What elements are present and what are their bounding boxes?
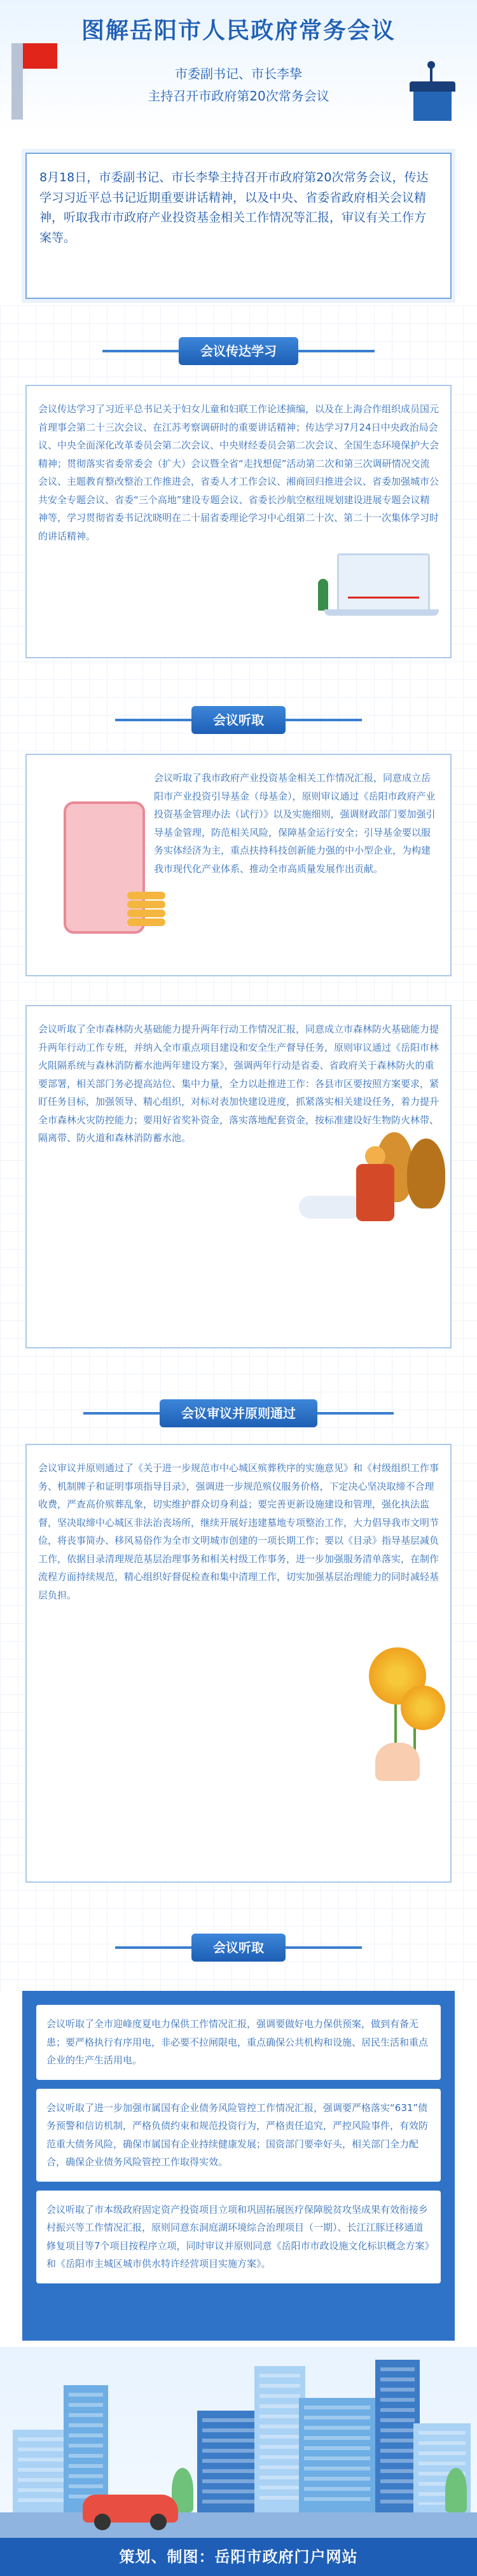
section-2-text-1: 会议听取了我市政府产业投资基金相关工作情况汇报，同意成立岳阳市产业投资引导基金（母基金），原则审议通过《岳阳市政府产业投资基金管理办法（试行）》以及实施细则，强调财政部门要加强引导基金管理，防范相关风险，保障基金运行安全；引导基金要以服务实体经济为主，重点扶持科技创新能力强的中小型企业，为构建我市现代化产业体系、推动全市高质量发展作出贡献。 [154,772,436,875]
page-title: 图解岳阳市人民政府常务会议 [81,18,396,44]
section-4-card-1 [36,2005,441,2080]
section-4-card-3 [36,2191,441,2283]
section-4-card-2-text: 会议听取了进一步加强市属国有企业债务风险管控工作情况汇报，强调要严格落实“631”债务预警和信访机制，严格负债约束和规范投资行为，严格责任追究，严控风险事件，有效防范重大债务风险，确保市属国有企业持续健康发展；国资部门要牵好头，相关部门全力配合，确保企业债务风险管控工作取得实效。 [46,2102,429,2168]
section-2-text-2: 会议听取了全市森林防火基础能力提升两年行动工作情况汇报，同意成立市森林防火基础能力提升两年行动工作专班，并纳入全市重点项目建设和安全生产督导任务，原则审议通过《岳阳市林火阻隔系统与森林消防蓄水池两年建设方案》，强调两年行动是省委、省政府关于森林防火的重要部署，相关部门务必提高站位、集中力量，全力以赴推进工作：各县市区要按照方案要求，紧盯任务目标，加强领导、精心组织，对标对表加快建设进度，抓紧落实相关建设任务，着力提升全市森林火灾防控能力；要用好省奖补资金，落实落地配套资金，按标准建设好生物防火林带、隔离带、防火道和森林消防蓄水池。 [38,1023,439,1144]
header [0,0,477,134]
section-4-card-1-text: 会议听取了全市迎峰度夏电力保供工作情况汇报，强调要做好电力保供预案，做到有备无患；要严格执行有序用电，非必要不拉闸限电，重点确保公共机构和设施、居民生活和重点企业的生产生活用电。 [46,2018,429,2066]
subtitle-line-2: 主持召开市政府第20次常务会议 [148,88,329,104]
building-icon [254,2366,305,2512]
section-4-card-3-text: 会议听取了市本级政府固定资产投资项目立项和巩固拓展医疗保障脱贫攻坚成果有效衔接乡村振兴等工作情况汇报，原则同意东洞庭湖环境综合治理项目（一期）、长江江豚迁移通道修复项目等7个项目按程序立项，同时审议并原则同意《岳阳市市政设施文化标识概念方案》和《岳阳市主城区城市供水特许经营项目实施方案》。 [46,2203,430,2269]
city-illustration [0,2347,477,2538]
building-icon [197,2411,261,2512]
section-4-panel [22,1991,455,2341]
footer-credit: 策划、制图：岳阳市政府门户网站 [0,2538,477,2576]
chrysanthemum-illustration [356,1647,445,1806]
section-3-title: 会议审议并原则通过 [160,1399,317,1427]
section-2-header [0,706,477,734]
road [0,2512,477,2538]
section-1-title: 会议传达学习 [179,337,298,365]
podium-icon [404,57,460,121]
laptop-chart-illustration [318,553,445,617]
intro-text: 8月18日，市委副书记、市长李挚主持召开市政府第20次常务会议，传达学习习近平总书记近期重要讲话精神，以及中央、省委省政府相关会议精神，听取我市市政府产业投资基金相关工作情况等汇报，审议有关工作方案等。 [39,170,429,246]
section-2-title: 会议听取 [191,706,286,734]
phone-coins-illustration [38,801,172,935]
section-4-card-2 [36,2089,441,2182]
subtitle-line-1: 市委副书记、市长李挚 [175,66,302,81]
section-4-title: 会议听取 [191,1934,286,1962]
section-1-header [0,337,477,365]
building-icon [299,2398,375,2512]
section-3-header [0,1399,477,1427]
section-3-text: 会议审议并原则通过了《关于进一步规范市中心城区殡葬秩序的实施意见》和《村级组织工作事务、机制牌子和证明事项指导目录》，强调进一步规范殡仪服务价格，下定决心坚决取缔不合理收费，严查高价殡葬乱象，切实维护群众切身利益；要完善更新设施建设和管理，强化执法监督，坚决取缔中心城区非法治丧场所，继续开展好违建墓地专项整治工作，大力倡导我市文明节俭，将丧事简办、移风易俗作为全市文明城市创建的一项长期工作；要以《目录》指导基层减负工作，依据目录清理规范基层治理事务和相关村级工作事务，进一步加强服务清单落实，在制作流程方面持续规范，精心组织好督促检查和集中清理工作，切实加强基层治理能力的同时减轻基层负担。 [38,1462,439,1601]
car-icon [83,2495,178,2523]
building-icon [64,2385,108,2512]
intro-box [25,153,452,299]
section-1-text: 会议传达学习了习近平总书记关于妇女儿童和妇联工作论述摘编，以及在上海合作组织成员国元首理事会第二十三次会议、在江苏考察调研时的重要讲话精神；传达学习7月24日中央政治局会议、中央全面深化改革委员会第二次会议、中央财经委员会第二次会议、全国生态环境保护大会精神；贯彻落实省委常委会（扩大）会议暨全省“走找想促”活动第二次和第三次调研情况交流会议、主题教育整改整治工作推进会，省委人才工作会议、湘商回归推进会议、省委加强城市公共安全专题会议、省委“三个高地”建设专题会议、省委长沙航空枢纽规划建设进展专题会议精神等，学习贯彻省委书记沈晓明在二十届省委理论学习中心组第二十次、第二十一次集体学习时的讲话精神。 [38,403,439,542]
tree-icon [445,2468,467,2512]
section-4-header [0,1934,477,1962]
building-icon [13,2430,70,2512]
firefighter-illustration [337,1132,445,1259]
section-1-box [25,385,452,658]
